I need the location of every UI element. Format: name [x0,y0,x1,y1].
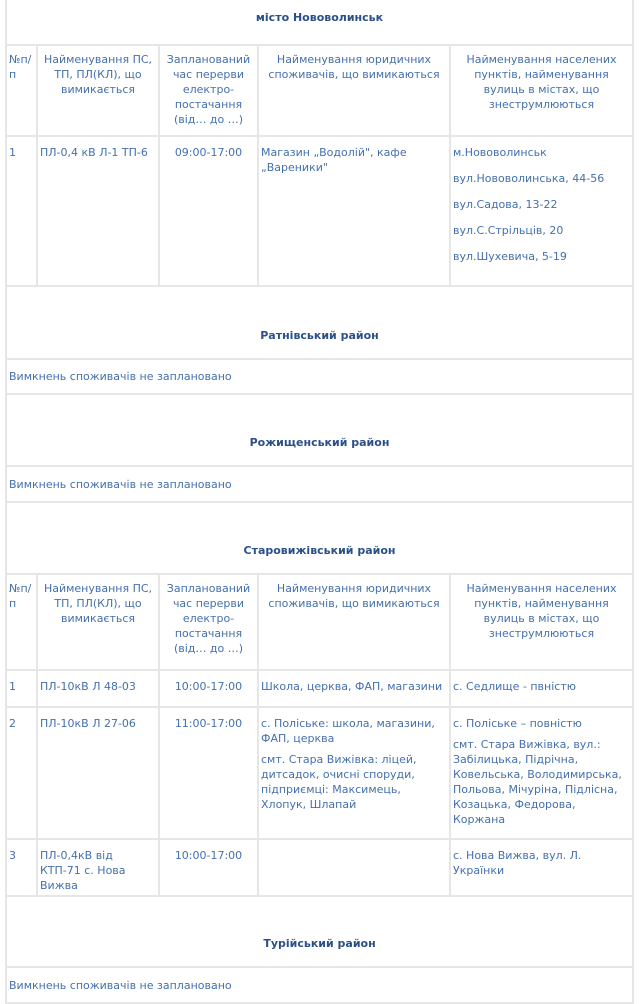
no-outage-note: Вимкнень споживачів не заплановано [9,370,232,383]
row-time: 11:00-17:00 [160,708,259,838]
place-text: вул.С.Стрільців, 20 [453,224,564,237]
row-places [451,840,632,895]
header-time: Запланований час перерви електро-постачання (від… до …) [160,575,259,669]
header-line: Найменування ПС, ТП, ПЛ(КЛ), що вимикається [38,575,160,669]
section-title: Старовижівський район [243,544,396,557]
header-places: Найменування населених пунктів, найменування вулиць в містах, що знеструмлюються [466,582,617,640]
row-time: 10:00-17:00 [160,840,259,895]
section-heading-row [7,503,632,575]
place-text: с. Нова Вижва, вул. Л. Українки [453,849,582,877]
header-time: Запланований час перерви електро-постачання (від… до …) [160,46,259,135]
place-text: с. Поліське – повністю [453,717,582,730]
table-row [7,840,632,897]
section-title: Турійський район [263,937,376,950]
note-row [7,968,632,1004]
place-text: вул.Нововолинська, 44-56 [453,172,605,185]
table-header-row [7,46,632,137]
section-title: місто Нововолинськ [255,11,384,24]
header-consumers: Найменування юридичних споживачів, що вимикаються [259,46,451,135]
header-places: Найменування населених пунктів, найменування вулиць в містах, що знеструмлюються [466,53,617,111]
consumer-text: смт. Стара Вижівка: ліцей, дитсадок, очисні споруди, підприємці: Максимець, Хлопук, Шлапай [261,753,417,811]
row-line: ПЛ-10кВ Л 27-06 [38,708,160,838]
row-time: 09:00-17:00 [160,137,259,285]
place-text: с. Седлище - пвністю [453,680,577,693]
place-text: вул.Садова, 13-22 [453,198,558,211]
row-num: 1 [7,671,38,706]
section-heading-row [7,395,632,467]
row-places [451,708,632,838]
consumer-text: Школа, церква, ФАП, магазини [261,680,443,693]
section-heading-row [7,287,632,360]
no-outage-note: Вимкнень споживачів не заплановано [9,978,232,992]
table-row [7,137,632,287]
row-line: ПЛ-0,4кВ від КТП-71 с. Нова Вижва [38,840,160,895]
row-consumers [259,708,451,838]
row-places [451,137,632,285]
header-consumers: Найменування юридичних споживачів, що вимикаються [259,575,451,669]
row-num: 1 [7,137,38,285]
table-header-row [7,575,632,671]
section-heading-row [7,897,632,968]
row-places [451,671,632,706]
note-row [7,360,632,395]
row-num: 3 [7,840,38,895]
table-row [7,671,632,708]
section-title: Рожищенський район [249,436,390,449]
note-row [7,467,632,503]
place-text: м.Нововолинськ [453,146,547,159]
row-line: ПЛ-10кВ Л 48-03 [38,671,160,706]
header-num: №п/п [7,46,38,135]
consumer-text: Магазин „Водолій", кафе „Вареники" [261,146,407,174]
row-consumers [259,671,451,706]
row-line: ПЛ-0,4 кВ Л-1 ТП-6 [38,137,160,285]
header-line: Найменування ПС, ТП, ПЛ(КЛ), що вимикається [38,46,160,135]
row-consumers [259,840,451,895]
row-consumers [259,137,451,285]
row-num: 2 [7,708,38,838]
header-num: №п/п [7,575,38,669]
consumer-text: с. Поліське: школа, магазини, ФАП, церква [261,717,435,745]
outage-table [5,0,634,1004]
place-text: смт. Стара Вижівка, вул.: Забілицька, Підрічна, Ковельська, Володимирська, Польова, Мічуріна, Підлісна, Козацька, Федорова, Коржана [453,738,622,826]
section-heading-row [7,0,632,46]
section-title: Ратнівський район [260,329,379,342]
place-text: вул.Шухевича, 5-19 [453,250,567,263]
no-outage-note: Вимкнень споживачів не заплановано [9,477,232,491]
table-row [7,708,632,840]
row-time: 10:00-17:00 [160,671,259,706]
